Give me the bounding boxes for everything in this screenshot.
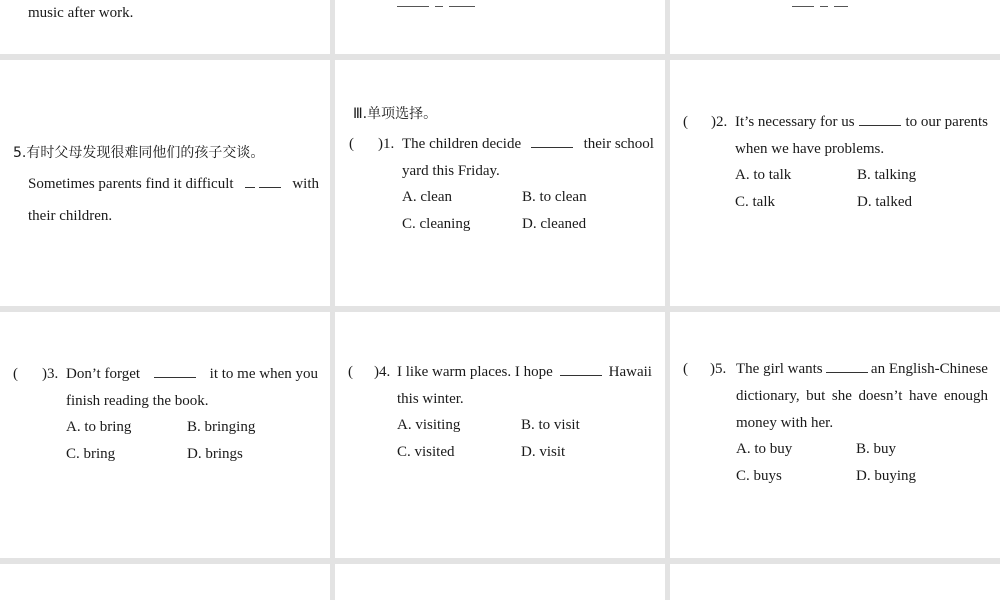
option-c: C. visited (397, 444, 455, 460)
question-line-1 (397, 363, 652, 381)
answer-blanks (245, 175, 281, 193)
card-top-left (0, 0, 330, 54)
card-question-3 (0, 312, 330, 558)
card-bottom-right (670, 564, 1000, 600)
card-translation-5 (0, 60, 330, 306)
question-number: )2. (711, 114, 728, 130)
answer-blank (859, 113, 901, 126)
line-text: an English-Chinese (870, 361, 988, 377)
question-line-2: finish reading the book. (66, 393, 209, 409)
option-a: A. to buy (736, 441, 793, 457)
answer-blank (435, 0, 443, 7)
answer-blank (826, 360, 868, 373)
line-text: their school (583, 136, 654, 152)
option-c: C. bring (66, 446, 116, 462)
answer-blank (397, 0, 429, 7)
answer-blank (531, 135, 573, 148)
question-line-3: money with her. (736, 415, 834, 431)
option-c: C. buys (736, 468, 782, 484)
option-b: B. buy (856, 441, 897, 457)
option-b: B. to visit (521, 417, 580, 433)
translation-line-1 (28, 175, 319, 193)
question-line-1 (402, 135, 654, 153)
option-d: D. brings (187, 446, 243, 462)
answer-blank (560, 363, 602, 376)
answer-blank (154, 365, 196, 378)
option-d: D. cleaned (522, 216, 587, 232)
question-number: )3. (42, 366, 59, 382)
line-text: It’s necessary for us (735, 114, 855, 130)
line-text: The girl wants (736, 361, 823, 377)
option-d: D. visit (521, 444, 566, 460)
option-b: B. bringing (187, 419, 256, 435)
question-line-2: this winter. (397, 391, 464, 407)
question-number: )5. (710, 361, 727, 377)
question-line-1 (66, 365, 318, 383)
text-fragment: music after work. (28, 5, 134, 21)
answer-blank (834, 0, 848, 7)
answer-blank (820, 0, 828, 7)
question-line-1 (735, 113, 988, 131)
answer-paren: ( (349, 136, 354, 152)
line-text: Sometimes parents find it difficult (28, 176, 234, 192)
answer-blank (792, 0, 814, 7)
answer-paren: ( (13, 366, 18, 382)
option-d: D. buying (856, 468, 916, 484)
option-a: A. to talk (735, 167, 792, 183)
answer-paren: ( (683, 114, 688, 130)
answer-paren: ( (683, 361, 688, 377)
answer-blank (449, 0, 475, 7)
answer-paren: ( (348, 364, 353, 380)
option-b: B. to clean (522, 189, 587, 205)
option-c: C. cleaning (402, 216, 471, 232)
line-text: to our parents (905, 114, 988, 130)
section-title: Ⅲ.单项选择。 (353, 106, 438, 122)
translation-line-2: their children. (28, 208, 113, 224)
question-line-2: when we have problems. (735, 141, 885, 157)
option-c: C. talk (735, 194, 775, 210)
option-d: D. talked (857, 194, 912, 210)
question-line-2: yard this Friday. (402, 163, 500, 179)
card-question-5 (670, 312, 1000, 558)
option-a: A. to bring (66, 419, 132, 435)
option-a: A. visiting (397, 417, 461, 433)
card-question-2 (670, 60, 1000, 306)
question-number: )1. (378, 136, 395, 152)
question-line-1 (736, 360, 988, 378)
question-number: )4. (374, 364, 391, 380)
card-bottom-middle (335, 564, 665, 600)
card-bottom-left (0, 564, 330, 600)
question-line-2: dictionary, but she doesn’t have enough (736, 388, 988, 404)
line-text: it to me when you (209, 366, 318, 382)
card-top-middle (335, 0, 665, 54)
option-b: B. talking (857, 167, 917, 183)
chinese-sentence: 5.有时父母发现很难同他们的孩子交谈。 (13, 145, 265, 161)
line-text: I like warm places. I hope (397, 364, 553, 380)
card-top-right (670, 0, 1000, 54)
option-a: A. clean (402, 189, 452, 205)
line-text: with (292, 176, 319, 192)
line-text: The children decide (402, 136, 522, 152)
card-question-4 (335, 312, 665, 558)
line-text: Hawaii (608, 364, 652, 380)
line-text: Don’t forget (66, 366, 141, 382)
card-question-1 (335, 60, 665, 306)
